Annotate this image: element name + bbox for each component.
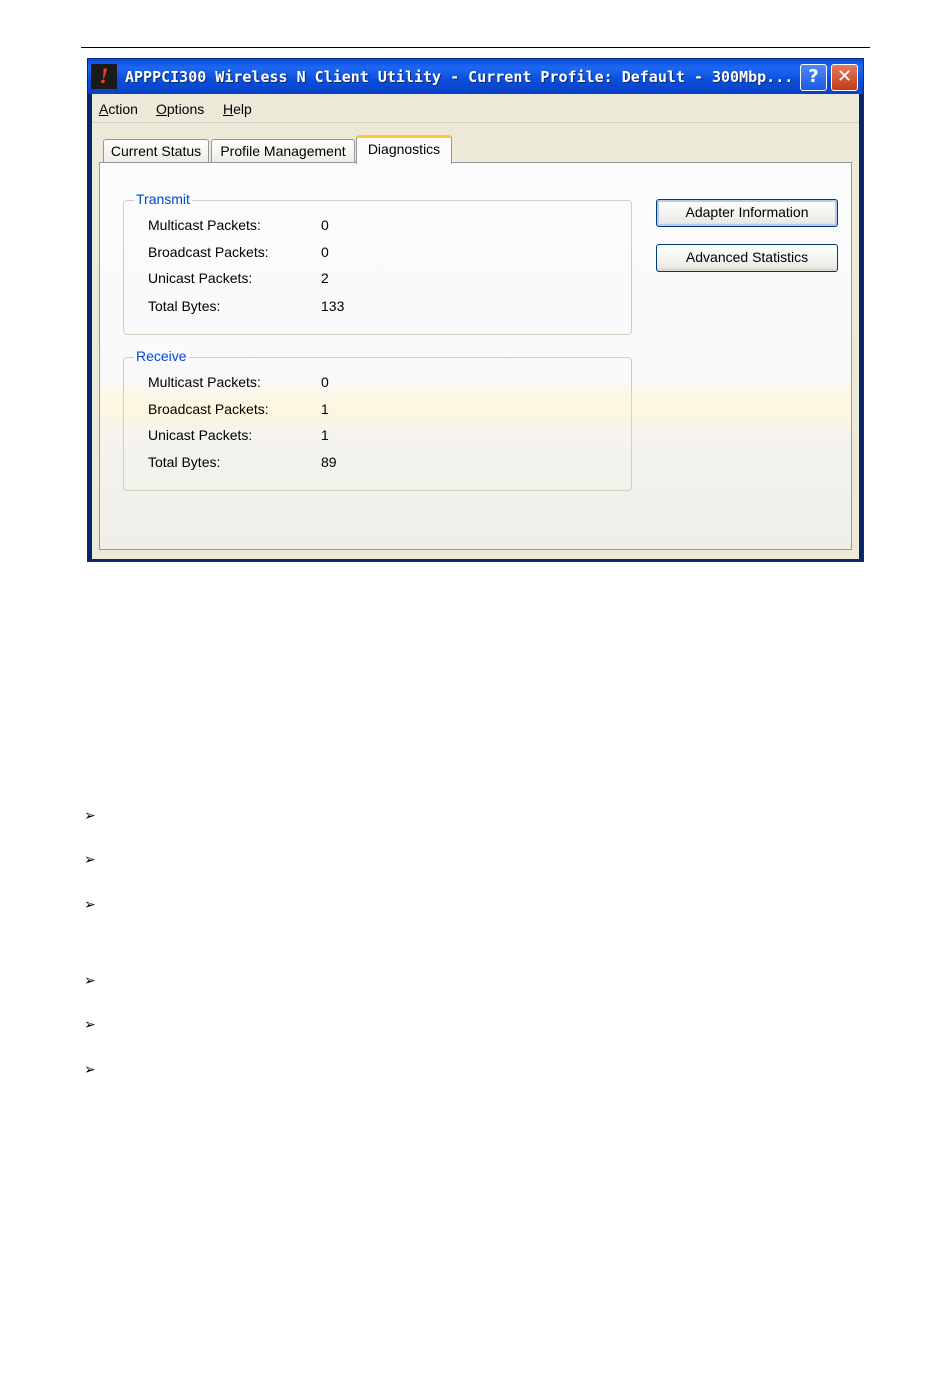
bullet-arrow-icon: ➢ [84,1017,96,1033]
tab-diagnostics[interactable]: Diagnostics [356,135,452,164]
row-label: Multicast Packets: [148,217,261,233]
row-value: 1 [321,401,329,417]
receive-group [123,348,632,491]
transmit-multicast-row [148,217,329,233]
row-value: 2 [321,270,329,286]
row-label: Unicast Packets: [148,270,253,286]
receive-multicast-row [148,374,329,390]
row-value: 0 [321,217,329,233]
receive-broadcast-row [148,401,329,417]
receive-total-bytes-row [148,454,337,470]
page-top-rule [81,47,870,48]
row-value: 0 [321,244,329,260]
receive-unicast-row [148,427,329,443]
window-title: APPPCI300 Wireless N Client Utility - Current Profile: Default - 300Mbp... [125,68,794,86]
tab-profile-management[interactable]: Profile Management [211,139,355,163]
row-value: 1 [321,427,329,443]
bullet-arrow-icon: ➢ [84,852,96,868]
menu-options[interactable]: Options [156,101,205,117]
adapter-information-button[interactable]: Adapter Information [656,199,838,227]
row-label: Multicast Packets: [148,374,261,390]
diagnostics-panel [99,162,852,550]
menu-action[interactable]: Action [99,101,138,117]
row-value: 133 [321,298,345,314]
row-value: 0 [321,374,329,390]
bullet-arrow-icon: ➢ [84,1062,96,1078]
row-value: 89 [321,454,337,470]
row-label: Unicast Packets: [148,427,253,443]
app-warning-icon: ! [91,64,117,89]
transmit-unicast-row [148,270,329,286]
transmit-group [123,191,632,335]
row-label: Total Bytes: [148,454,221,470]
bullet-arrow-icon: ➢ [84,808,96,824]
tab-current-status[interactable]: Current Status [103,139,209,163]
menu-bar [92,94,859,123]
row-label: Total Bytes: [148,298,221,314]
row-label: Broadcast Packets: [148,244,269,260]
bullet-arrow-icon: ➢ [84,897,96,913]
advanced-statistics-button[interactable]: Advanced Statistics [656,244,838,272]
transmit-total-bytes-row [148,298,344,314]
receive-group-title: Receive [136,348,187,364]
close-button[interactable]: ✕ [831,64,858,91]
help-button[interactable]: ? [800,64,827,91]
transmit-broadcast-row [148,244,329,260]
title-bar[interactable] [88,59,863,94]
transmit-group-title: Transmit [136,191,190,207]
row-label: Broadcast Packets: [148,401,269,417]
window-client-area [92,94,859,559]
bullet-arrow-icon: ➢ [84,973,96,989]
utility-window [87,58,864,562]
menu-help[interactable]: Help [223,101,252,117]
